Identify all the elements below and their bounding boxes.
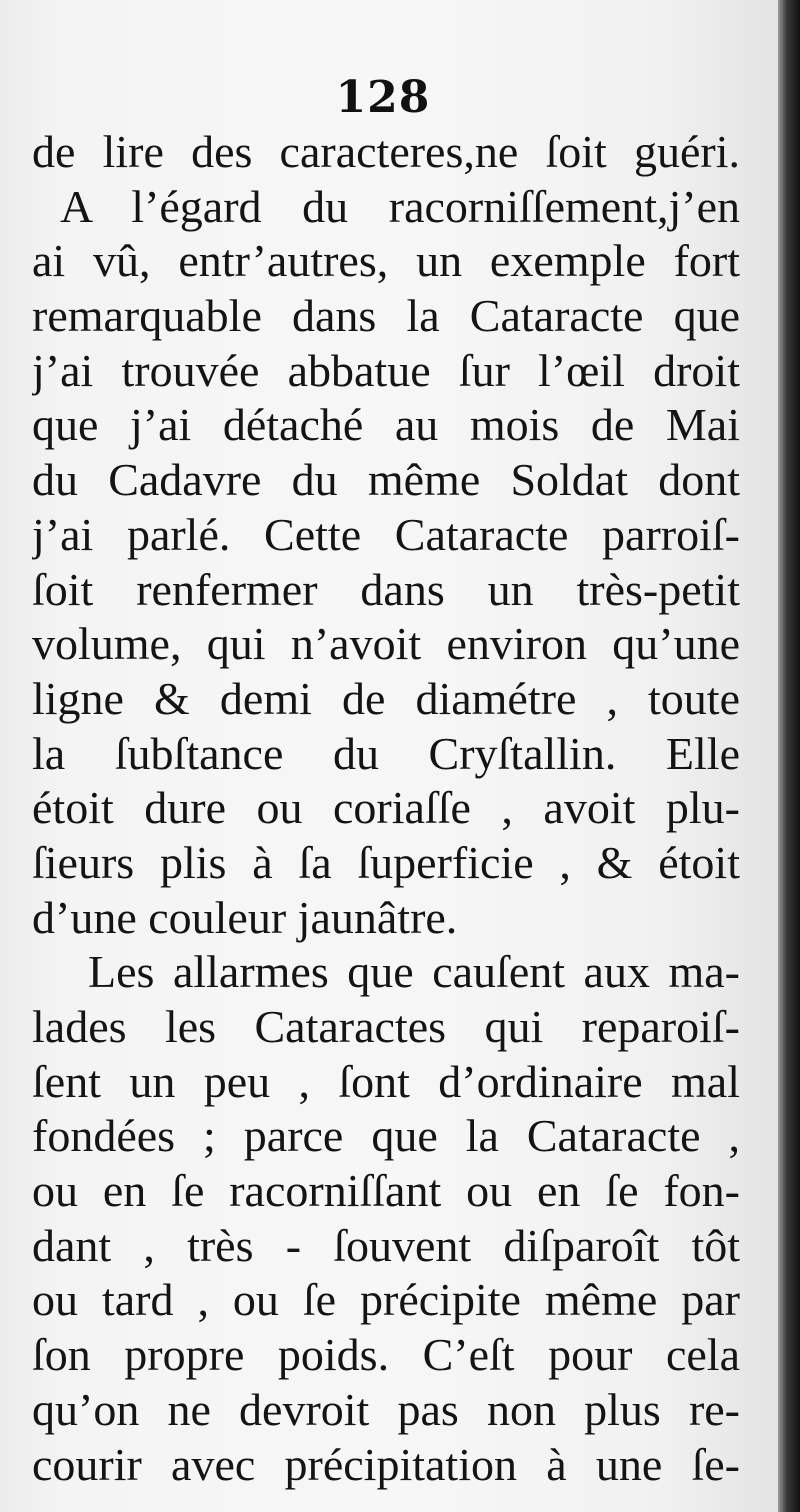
text-line: fondées ; parce que la Cataracte , (32, 1110, 740, 1162)
text-line: ou en ſe racorniſſant ou en ſe fon- (32, 1165, 740, 1217)
text-line: courir avec précipitation à une ſe- (32, 1438, 740, 1490)
text-line: qu’on ne devroit pas non plus re- (32, 1383, 740, 1435)
text-line: ou tard , ou ſe précipite même par (32, 1274, 740, 1326)
text-line: étoit dure ou coriaſſe , avoit plu- (32, 782, 740, 834)
text-line: volume, qui n’avoit environ qu’une (32, 618, 740, 670)
text-line: la ſubſtance du Cryſtallin. Elle (32, 727, 740, 779)
text-line: que j’ai détaché au mois de Mai (32, 399, 740, 451)
text-line: ligne & demi de diamétre , toute (32, 672, 740, 724)
body-text (32, 125, 740, 1492)
text-line: d’une couleur jaunâtre. (32, 891, 458, 943)
text-line: ſoit renfermer dans un très-petit (32, 563, 740, 615)
text-line: lades les Cataractes qui reparoiſ- (32, 1001, 740, 1052)
text-line: ai vû, entr’autres, un exemple fort (32, 235, 740, 287)
page-edge-shadow (778, 0, 800, 1512)
page-number: 128 (335, 72, 431, 123)
text-line: j’ai parlé. Cette Cataracte parroiſ- (32, 508, 740, 560)
text-line: de lire des caracteres,ne ſoit guéri. (32, 126, 740, 177)
text-line: Les allarmes que cauſent aux ma- (88, 946, 740, 998)
text-line: remarquable dans la Cataracte que (32, 290, 740, 342)
text-line: j’ai trouvée abbatue ſur l’œil droit (32, 344, 740, 396)
text-line: A l’égard du racorniſſement,j’en (60, 180, 740, 232)
text-line: ſieurs plis à ſa ſuperficie , & étoit (32, 836, 740, 888)
text-line: ſent un peu , ſont d’ordinaire mal (32, 1055, 740, 1107)
text-line: du Cadavre du même Soldat dont (32, 454, 740, 506)
text-line: ſon propre poids. C’eſt pour cela (32, 1329, 740, 1381)
text-line: dant , très - ſouvent diſparoît tôt (32, 1219, 740, 1271)
